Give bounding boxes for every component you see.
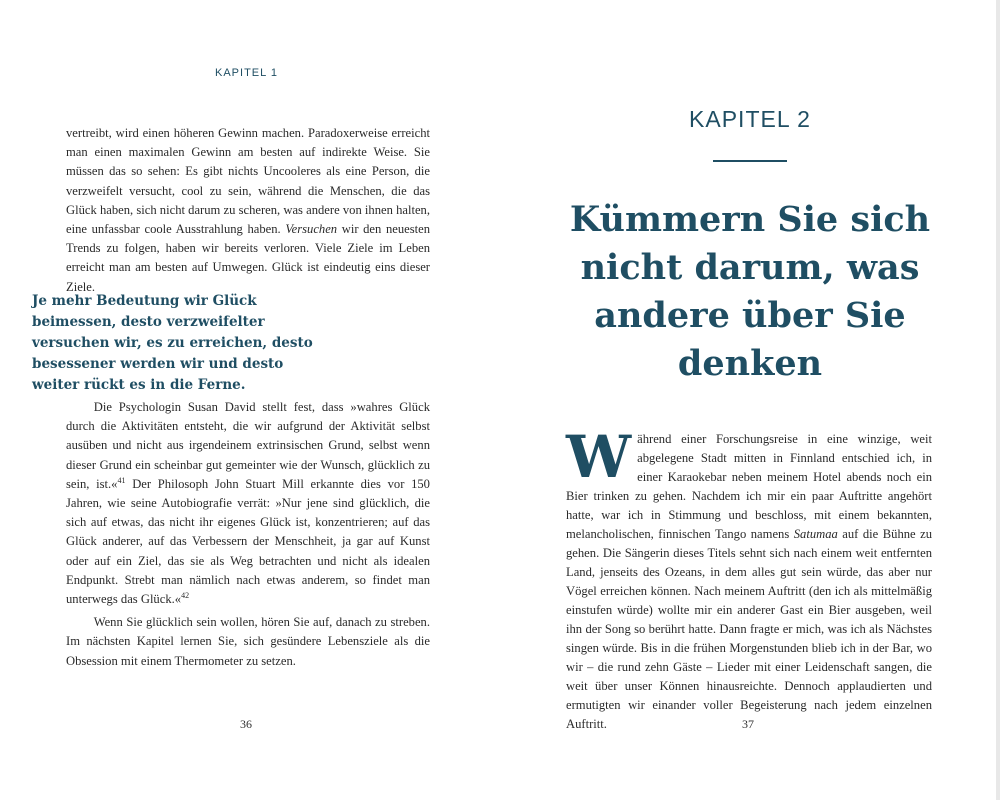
running-head: KAPITEL 1 — [215, 67, 279, 79]
text-run: vertreibt, wird einen höheren Gewinn machen. Paradoxerweise erreicht man einen maximalen Gewinn am besten auf indirekte Weise. Sie müssen das so sehen: Es gibt nichts Uncooleres als eine Person, die verzweifelt versucht, cool zu sein, während die Menschen, die das Glück haben, sich nicht darum zu scheren, was andere von ihnen halten, eine unfassbar coole Ausstrahlung haben. — [66, 126, 430, 237]
chapter-rule — [713, 160, 787, 162]
footnote-ref: 41 — [117, 475, 126, 485]
pull-quote: Je mehr Bedeutung wir Glück beimessen, desto verzweifelter versuchen wir, es zu erreichen, desto besessener werden wir und desto weiter rückt es in die Ferne. — [32, 293, 313, 393]
chapter-title: Kümmern Sie sich nicht darum, was andere über Sie denken — [569, 199, 931, 384]
text-run: wir den neuesten Trends zu folgen, haben wir bereits verloren. Viele Ziele im Leben erreicht man am besten auf Umwegen. Glück ist eindeutig eins dieser Ziele. — [66, 222, 430, 294]
footnote-ref: 42 — [181, 590, 190, 600]
chapter-label: KAPITEL 2 — [689, 106, 811, 132]
paragraph: Wenn Sie glücklich sein wollen, hören Sie auf, danach zu streben. Im nächsten Kapitel lernen Sie, sich gesündere Lebensziele als die Obsession mit einem Thermometer zu setzen. — [66, 615, 430, 668]
top-paragraph — [66, 124, 430, 297]
text-run: Der Philosoph John Stuart Mill erkannte dies vor 150 Jahren, wie seine Autobiografie verrät: »Nur jene sind glücklich, die sich auf etwas, das nicht ihr eigenes Glück ist, konzentrieren; auf das Glück anderer, auf das Verbessern der Menschheit, ja gar auf Kunst oder auf ein Ziel, das sie als Weg betrachten und nicht als idealen Endpunkt. Strebt man nämlich nach etwas anderem, so findet man unterwegs das Glück.« — [66, 476, 430, 607]
body-block — [66, 398, 430, 671]
drop-cap: W — [566, 423, 632, 491]
text-run: ährend einer Forschungsreise in eine winzige, weit abgelegene Stadt mitten in Finnland entschied ich, in einer Karaokebar neben meinem Hotel abends noch ein Bier trinken zu gehen. Nachdem ich mir ein paar Auftritte angehört hatte, war ich in Stimmung und beschloss, mit einem bekannten, melancholischen, finnischen Tango namens — [566, 432, 932, 541]
paragraph — [66, 398, 430, 609]
text-run: Die Psychologin Susan David stellt fest, dass »wahres Glück durch die Aktivitäten entsteht, die wir aufgrund der Aktivität selbst ausüben und nicht aus irgendeinem extrinsischen Grund, selbst wenn dieser Grund ein scheinbar gut gemeinter wie der Wunsch, glücklich zu sein, ist.« — [66, 400, 430, 491]
italic-text: Satumaa — [793, 527, 838, 541]
page-number: 37 — [742, 717, 754, 731]
chapter-opening-paragraph — [566, 423, 932, 734]
text-run: auf die Bühne zu gehen. Die Sängerin dieses Titels sehnt sich nach einem weit entfernten Land, jenseits des Ozeans, in dem alles gut sein würde, das aber nur Vögel erreichen können. Nach meinem Auftritt (den ich als mittelmäßig einstufen würde) wollte mir ein anderer Gast ein Bier ausgeben, weil ihn der Song so berührt hatte. Dann fragte er mich, was ich als Nächstes singen würde. Bis in die frühen Morgenstunden blieb ich in der Bar, wo wir – die rund zehn Gäste – Lieder mit einer Leidenschaft sangen, die weit über unser Können hinausreichte. Dennoch applaudierten und ermutigten wir einander voller Begeisterung nach jedem einzelnen Auftritt. — [566, 527, 932, 731]
page-number: 36 — [240, 717, 252, 731]
italic-text: Versuchen — [285, 222, 338, 237]
